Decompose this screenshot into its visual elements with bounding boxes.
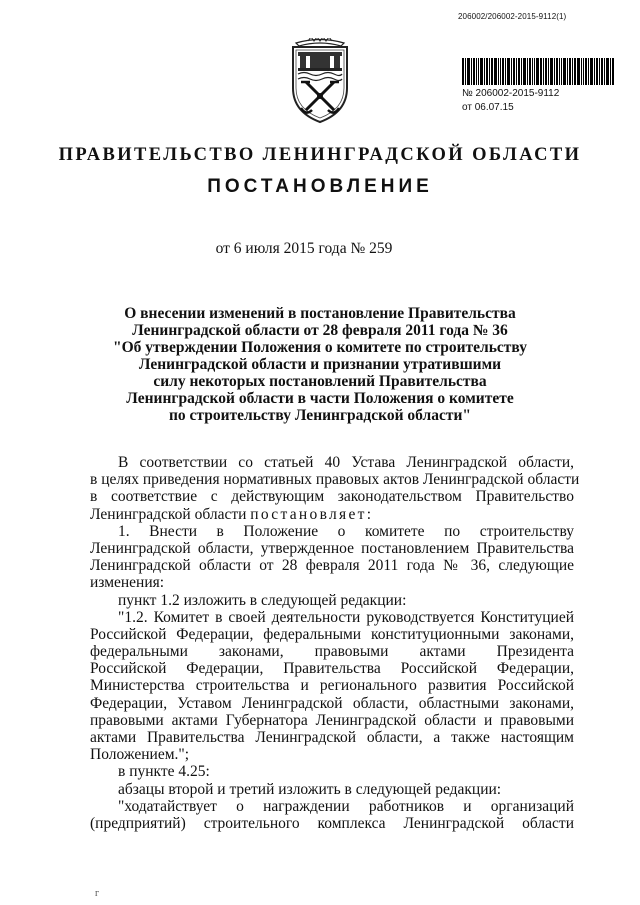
margin-mark: г [95, 888, 100, 899]
document-body [90, 454, 580, 832]
subject-line: О внесении изменений в постановление Правительства [124, 305, 516, 322]
document-subject [110, 305, 530, 424]
subject-line: силу некоторых постановлений Правительства [153, 373, 487, 390]
subject-line: Ленинградской области от 28 февраля 2011 года № 36 [132, 322, 508, 339]
registration-date: от 06.07.15 [462, 102, 514, 113]
subject-line: "Об утверждении Положения о комитете по строительству [112, 339, 527, 356]
subject-line: Ленинградской области в части Положения о комитете [126, 390, 514, 407]
body-line-prefix: Ленинградской области [90, 505, 251, 523]
body-line: правовыми актами Губернатора Ленинградской области и правовыми [90, 711, 574, 729]
body-line: в соответствие с действующим законодательством Правительство [90, 488, 574, 506]
body-line: изменения: [90, 574, 165, 592]
body-line: Федерации, Уставом Ленинградской области, областными законами, [90, 694, 574, 712]
document-type-heading: ПОСТАНОВЛЕНИЕ [207, 176, 433, 197]
body-line: пункт 1.2 изложить в следующей редакции: [118, 591, 407, 609]
body-line: (предприятий) строительного комплекса Ленинградской области [90, 814, 574, 832]
body-line [90, 506, 574, 523]
body-line: "1.2. Комитет в своей деятельности руководствуется Конституцией [118, 608, 574, 626]
government-title: ПРАВИТЕЛЬСТВО ЛЕНИНГРАДСКОЙ ОБЛАСТИ [58, 145, 582, 165]
decree-word: постановляет: [250, 505, 374, 523]
body-line: Российской Федерации, федеральными конституционными законами, [90, 625, 574, 643]
body-line: Министерства строительства и регионального развития Российской [90, 677, 574, 695]
document-reference-code: 206002/206002-2015-9112(1) [458, 12, 567, 21]
document-date-number: от 6 июля 2015 года № 259 [215, 240, 393, 257]
subject-line: по строительству Ленинградской области" [168, 407, 471, 424]
leningrad-oblast-coat-of-arms-icon [286, 38, 354, 124]
body-line: в целях приведения нормативных правовых актов Ленинградской области [90, 471, 580, 489]
subject-line: Ленинградской области и признании утратившими [138, 356, 502, 373]
registration-number: № 206002-2015-9112 [462, 88, 560, 99]
body-line: абзацы второй и третий изложить в следующей редакции: [118, 780, 502, 798]
body-line: в пункте 4.25: [118, 763, 210, 781]
body-line: Положением."; [90, 746, 190, 764]
body-line: 1. Внести в Положение о комитете по строительству [118, 522, 574, 540]
barcode-icon [462, 58, 614, 85]
body-line: актами Правительства Ленинградской области, а также настоящим [90, 729, 574, 746]
body-line: Ленинградской области от 28 февраля 2011 года № 36, следующие [90, 557, 574, 575]
body-line: "ходатайствует о награждении работников и организаций [118, 797, 574, 815]
body-line: В соответствии со статьей 40 Устава Ленинградской области, [118, 454, 574, 471]
body-line: Российской Федерации, Правительства Российской Федерации, [90, 660, 574, 678]
body-line: федеральными законами, правовыми актами Президента [90, 643, 574, 661]
body-line: Ленинградской области, утвержденное постановлением Правительства [90, 539, 574, 557]
